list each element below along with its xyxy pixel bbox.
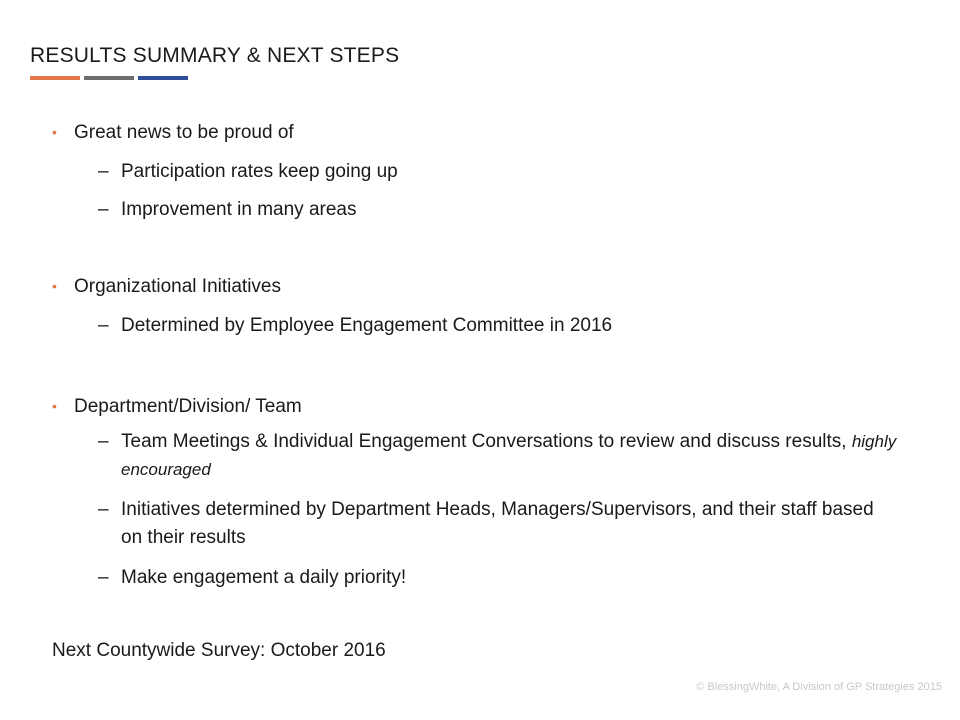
bullet-heading: Department/Division/ Team <box>74 396 302 417</box>
sub-item-text: Improvement in many areas <box>121 199 357 220</box>
bullet-dot-icon: • <box>52 398 57 414</box>
sub-item-main-text: Team Meetings & Individual Engagement Conversations to review and discuss results, <box>121 431 852 452</box>
dash-icon: – <box>98 499 109 520</box>
sub-item-text: Determined by Employee Engagement Committee in 2016 <box>121 315 613 336</box>
sub-item <box>98 158 898 186</box>
bullet-dot-icon: • <box>52 278 57 294</box>
dash-icon: – <box>98 567 109 588</box>
accent-bar-blue <box>138 76 188 80</box>
next-survey-note: Next Countywide Survey: October 2016 <box>52 640 386 661</box>
sub-item-text: Initiatives determined by Department Heads, Managers/Supervisors, and their staff based on their results <box>121 499 874 548</box>
sub-item <box>98 496 898 552</box>
sub-item-text <box>121 428 898 484</box>
sub-item-text: Participation rates keep going up <box>121 161 398 182</box>
slide-title: RESULTS SUMMARY & NEXT STEPS <box>30 44 400 67</box>
sub-item <box>98 428 898 484</box>
dash-icon: – <box>98 315 109 336</box>
sub-item <box>98 312 898 340</box>
dash-icon: – <box>98 431 109 452</box>
bullet-heading: Great news to be proud of <box>74 122 294 143</box>
sub-item <box>98 196 898 224</box>
dash-icon: – <box>98 161 109 182</box>
sub-item-emphasis: highly encouraged <box>121 432 897 479</box>
dash-icon: – <box>98 199 109 220</box>
accent-bar-orange <box>30 76 80 80</box>
bullet-dot-icon: • <box>52 124 57 140</box>
bullet-heading: Organizational Initiatives <box>74 276 281 297</box>
sub-item <box>98 564 898 592</box>
accent-bar-gray <box>84 76 134 80</box>
sub-item-text: Make engagement a daily priority! <box>121 567 407 588</box>
copyright-footer: © BlessingWhite, A Division of GP Strategies 2015 <box>696 681 942 693</box>
